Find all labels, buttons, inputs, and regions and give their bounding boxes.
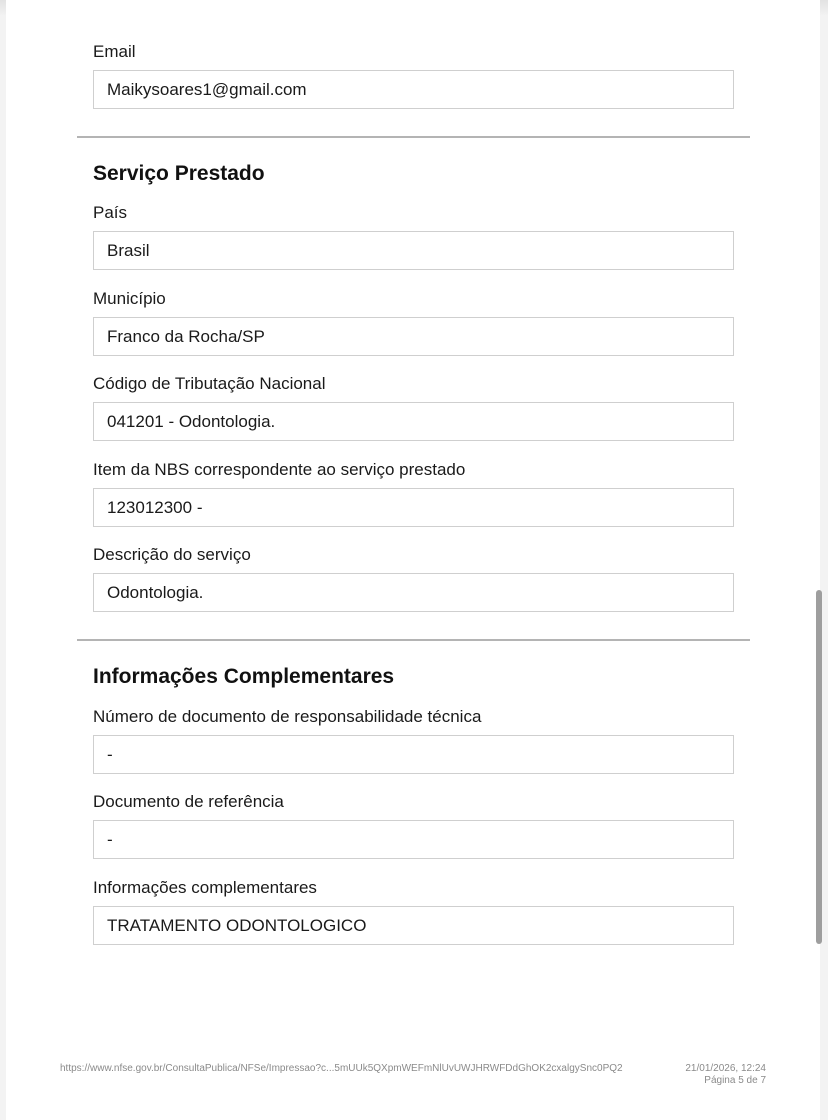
- municipio-value: Franco da Rocha/SP: [107, 327, 265, 346]
- document-page: [6, 0, 820, 1120]
- descricao-servico-label: Descrição do serviço: [93, 545, 251, 564]
- pais-label: País: [93, 203, 128, 222]
- documento-referencia-field: [93, 820, 734, 859]
- informacoes-complementares-value: TRATAMENTO ODONTOLOGICO: [107, 916, 367, 935]
- footer-page-number: Página 5 de 7: [704, 1075, 766, 1086]
- informacoes-complementares-title: Informações Complementares: [93, 665, 395, 688]
- nbs-label: Item da NBS correspondente ao serviço prestado: [93, 460, 466, 479]
- documento-responsabilidade-value: -: [107, 745, 113, 764]
- section-divider: [77, 136, 750, 138]
- documento-referencia-value: -: [107, 830, 113, 849]
- pais-field: [93, 231, 734, 270]
- email-value: Maikysoares1@gmail.com: [107, 80, 307, 99]
- nbs-field: [93, 488, 734, 527]
- codigo-tributacao-value: 041201 - Odontologia.: [107, 412, 276, 431]
- servico-prestado-title: Serviço Prestado: [93, 162, 265, 185]
- footer-datetime: 21/01/2026, 12:24: [685, 1063, 766, 1074]
- nbs-value: 123012300 -: [107, 498, 203, 517]
- informacoes-complementares-label: Informações complementares: [93, 878, 317, 897]
- municipio-field: [93, 317, 734, 356]
- email-label: Email: [93, 42, 136, 61]
- codigo-tributacao-field: [93, 402, 734, 441]
- municipio-label: Município: [93, 289, 166, 308]
- documento-responsabilidade-field: [93, 735, 734, 774]
- documento-referencia-label: Documento de referência: [93, 792, 284, 811]
- descricao-servico-field: [93, 573, 734, 612]
- footer-url: https://www.nfse.gov.br/ConsultaPublica/NFSe/Impressao?c...5mUUk5QXpmWEFmNlUvUWJHRWFDdGhOK2cxalgySnc0PQ2: [60, 1063, 623, 1074]
- footer-meta: [685, 1063, 766, 1087]
- descricao-servico-value: Odontologia.: [107, 583, 204, 602]
- documento-responsabilidade-label: Número de documento de responsabilidade técnica: [93, 707, 482, 726]
- vertical-scrollbar[interactable]: [816, 590, 822, 944]
- pais-value: Brasil: [107, 241, 150, 260]
- section-divider: [77, 639, 750, 641]
- informacoes-complementares-field: [93, 906, 734, 945]
- codigo-tributacao-label: Código de Tributação Nacional: [93, 374, 326, 393]
- email-field: [93, 70, 734, 109]
